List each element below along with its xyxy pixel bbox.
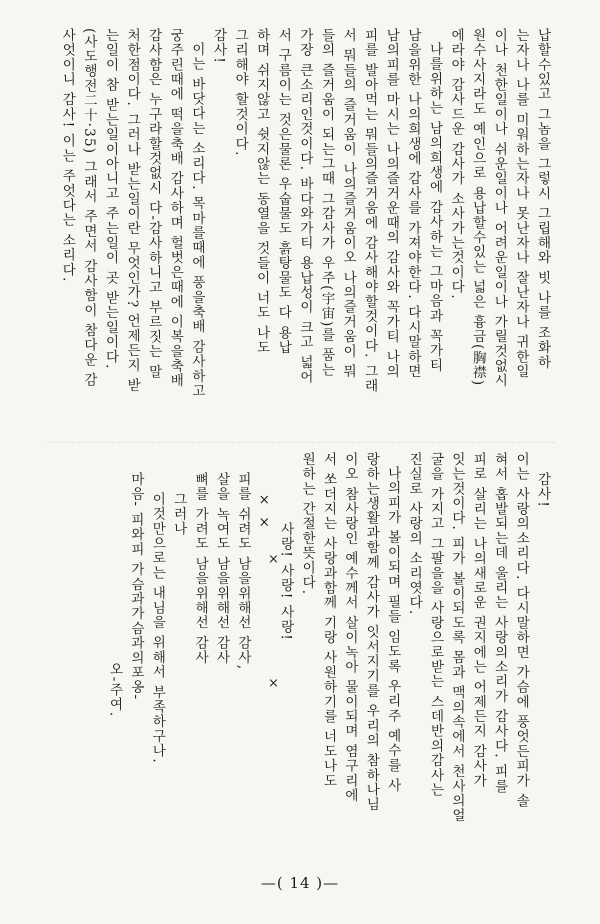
text-column: 피를 발아먹는 뭐들의즐거움에 감사해야할것이다. 그래 xyxy=(361,28,378,394)
text-column: 이는 바닷다는 소리다. 목마를때에 풍을축배 감사하고 xyxy=(188,42,205,399)
text-column: 는일이 참 받는일이아니고 주는일이 곳 받는일이다. xyxy=(102,28,119,370)
text-column: 이것만으로는 내님을 위해서 부족하구나. xyxy=(149,492,166,764)
text-column: 굴을 가지고 그팔을을 사랑으로받는 스데반의감사는 xyxy=(427,452,444,798)
text-column: 서 쏘더지는 사랑과함께 기랑 사원하기를 너도나도 xyxy=(320,452,337,789)
text-column: 이는 사랑의소리다. 다시말하면 가슴에 풍엇든피가 솔 xyxy=(513,452,530,809)
text-column: 살을 녹여도 남을위해선 감사 xyxy=(213,472,230,665)
text-column: 잇는것이다. 피가 볼이되도록 몸과 맥의속에서 천사의얼 xyxy=(448,452,465,824)
text-column: 서 뭐들의 즐거움이 나의즐거움이오 나의즐거움이 뭐 xyxy=(340,28,357,379)
text-column: 감사! xyxy=(534,472,551,509)
text-column: 마음- 피와피 가슴과가슴과의포옹- xyxy=(127,472,144,701)
text-column: 원수사지라도 예인으로 용납할수있는 넓은 흉금(胸襟) xyxy=(469,28,486,387)
text-column: 감사! xyxy=(210,28,227,65)
text-column: 하며 쉬지않고 쉿지않는 동열을 것들이 너도 나도 xyxy=(253,28,270,355)
text-column: 피로 살리는 나의새로운 권지에는 어제든지 감사가 xyxy=(470,452,487,789)
text-column: 나의피가 볼이되며 필들 임도록 우리주 예수를 사 xyxy=(384,466,401,793)
text-column: 들의 즐거움이 되는그때 그감사가 우주(宇宙)를 품는 xyxy=(318,28,335,378)
text-column: 이오 참사랑인 예수께서 살이녹아 물이되며 염구리에 xyxy=(341,452,358,803)
text-column: 랑하는생활과함께 감사가 잇서지기를 우리의 참하나님 xyxy=(363,452,380,813)
decorative-cross-mark: × xyxy=(268,552,279,567)
text-column: 진실로 사랑의 소리엿다. xyxy=(406,452,423,616)
text-column: 이나 천한일이나 쉬운일이나 어려운일이나 가릴것없시 xyxy=(491,28,508,389)
text-column: 남을위한 나의희생에 감사를 가져야한다. 다시말하면 xyxy=(404,28,421,379)
text-column: × × xyxy=(256,492,273,532)
text-column: 에라야 감사드운 감사가 소사가는것이다. xyxy=(448,28,465,300)
text-column: 처한점이다. 그러나 받는일이란 무엇인가? 언제든지 받 xyxy=(124,28,141,393)
text-column: 혀서 홉발되는데 울리는 사랑의소리가 감사다. 피를 xyxy=(491,452,508,794)
text-column: 그러나 xyxy=(170,492,187,537)
text-column: 원하는 간절한뜻이다. xyxy=(299,452,316,596)
section-divider xyxy=(47,442,555,443)
text-column: 가장 큰소리인것이다. 바다와가티 용납성이 크고 넓어 xyxy=(296,28,313,385)
decorative-cross-mark: × xyxy=(268,676,279,691)
page-number: —( 14 )— xyxy=(260,874,340,892)
text-column: 납할수있고 그놈을 그렇시 그립해와 빗 나를 조화하 xyxy=(534,28,551,370)
text-column: 감사함은 누구라할것없시 다-감사하니고 부르짓는 말 xyxy=(145,28,162,380)
text-column: 서 구름이는 것은물론 우숩물도 흙탕물도 다 용납 xyxy=(275,28,292,355)
text-column: 사랑! 사랑! 사랑! xyxy=(277,522,294,642)
text-column: 피를 쉬려도 남을위해선 감사, xyxy=(234,472,251,671)
text-column: 남의피를 마시는 나의즐거운때의 감사와 꼭가티 나의 xyxy=(383,28,400,379)
text-column: 그리해야 할것이다. xyxy=(232,28,249,157)
text-column: (사도행전二十·35) 그래서 주면서 감사함이 참다운 감 xyxy=(80,28,97,388)
text-column: 궁주린때에 떡을축배 감사하며 헐벗은때에 이복을축배 xyxy=(167,28,184,389)
text-column: 나를위하는 남의희생에 감사하는 그마음과 꼭가티 xyxy=(426,42,443,373)
text-column: 뼈를 가려도 남을위해선 감사 xyxy=(192,472,209,665)
text-column: 는자나 나를 미워하는자나 못난자나 잘난자나 귀한일 xyxy=(512,28,529,379)
text-column: 오-주여. xyxy=(106,662,123,718)
text-column: 사엇이니 감사! 이는 주엇다는 소리다. xyxy=(59,28,76,283)
